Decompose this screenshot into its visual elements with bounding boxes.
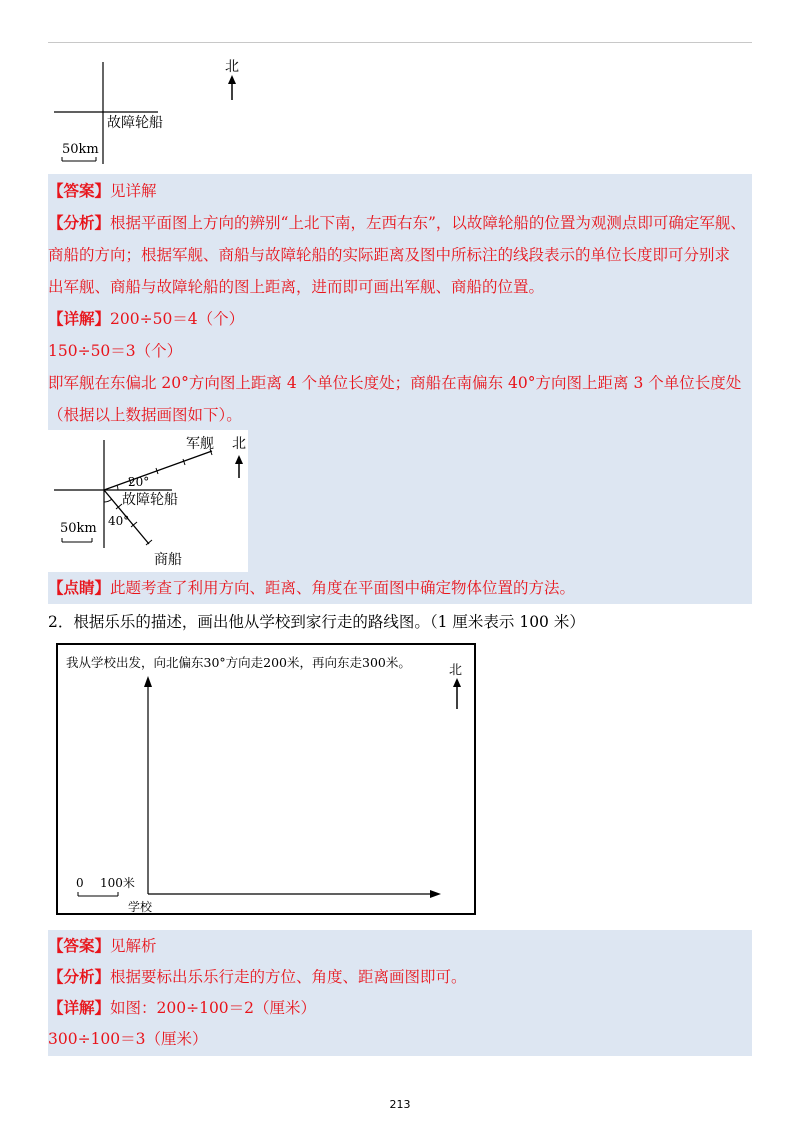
scale-label: 50km bbox=[62, 142, 99, 157]
figure-solution-diagram bbox=[48, 430, 248, 572]
answer-line: 【答案】见详解 bbox=[48, 181, 157, 200]
angle-20-label: 20° bbox=[128, 475, 150, 489]
figure-ship-diagram bbox=[48, 52, 208, 168]
analysis-line-q2: 【分析】根据要标出乐乐行走的方位、角度、距离画图即可。 bbox=[48, 967, 467, 986]
angle-40-label: 40° bbox=[108, 514, 130, 528]
question-2: 2．根据乐乐的描述，画出他从学校到家行走的路线图。（1 厘米表示 100 米） bbox=[48, 613, 585, 631]
route-description: 我从学校出发，向北偏东30°方向走200米，再向东走300米。 bbox=[66, 655, 411, 670]
merchant-label: 商船 bbox=[154, 552, 182, 568]
detail-line-q2-2: 300÷100＝3（厘米） bbox=[48, 1030, 208, 1048]
scale-zero-label: 0 bbox=[76, 876, 84, 890]
north-label: 北 bbox=[225, 59, 239, 75]
detail-line-q2-1: 【详解】如图：200÷100＝2（厘米） bbox=[48, 998, 317, 1017]
comment-line: 【点睛】此题考查了利用方向、距离、角度在平面图中确定物体位置的方法。 bbox=[48, 578, 576, 597]
north-label-2: 北 bbox=[232, 436, 246, 452]
analysis-line-3: 出军舰、商船与故障轮船的图上距离，进而即可画出军舰、商船的位置。 bbox=[48, 278, 545, 296]
analysis-line-1: 【分析】根据平面图上方向的辨别“上北下南，左西右东”，以故障轮船的位置为观测点即可确定军舰、 bbox=[48, 213, 746, 232]
north-label-3: 北 bbox=[449, 663, 463, 678]
analysis-line-2: 商船的方向；根据军舰、商船与故障轮船的实际距离及图中所标注的线段表示的单位长度即可分别求 bbox=[48, 246, 731, 264]
detail-line-4: （根据以上数据画图如下）。 bbox=[48, 406, 242, 424]
scale-label-2: 50km bbox=[60, 521, 97, 536]
route-figure-diagram bbox=[56, 643, 476, 915]
detail-line-3: 即军舰在东偏北 20°方向图上距离 4 个单位长度处；商船在南偏东 40°方向图上距离 3 个单位长度处 bbox=[48, 374, 742, 392]
warship-label: 军舰 bbox=[186, 436, 214, 452]
ship-label: 故障轮船 bbox=[107, 115, 163, 131]
detail-line-1: 【详解】200÷50＝4（个） bbox=[48, 309, 245, 328]
answer-line-2: 【答案】见解析 bbox=[48, 936, 157, 955]
school-label: 学校 bbox=[128, 900, 153, 914]
header-rule bbox=[48, 42, 752, 43]
page-number: 213 bbox=[389, 1098, 411, 1111]
detail-line-2: 150÷50＝3（个） bbox=[48, 342, 183, 360]
scale-100-label: 100米 bbox=[100, 876, 135, 890]
ship-label-2: 故障轮船 bbox=[122, 492, 178, 508]
north-arrow-1 bbox=[222, 56, 246, 102]
